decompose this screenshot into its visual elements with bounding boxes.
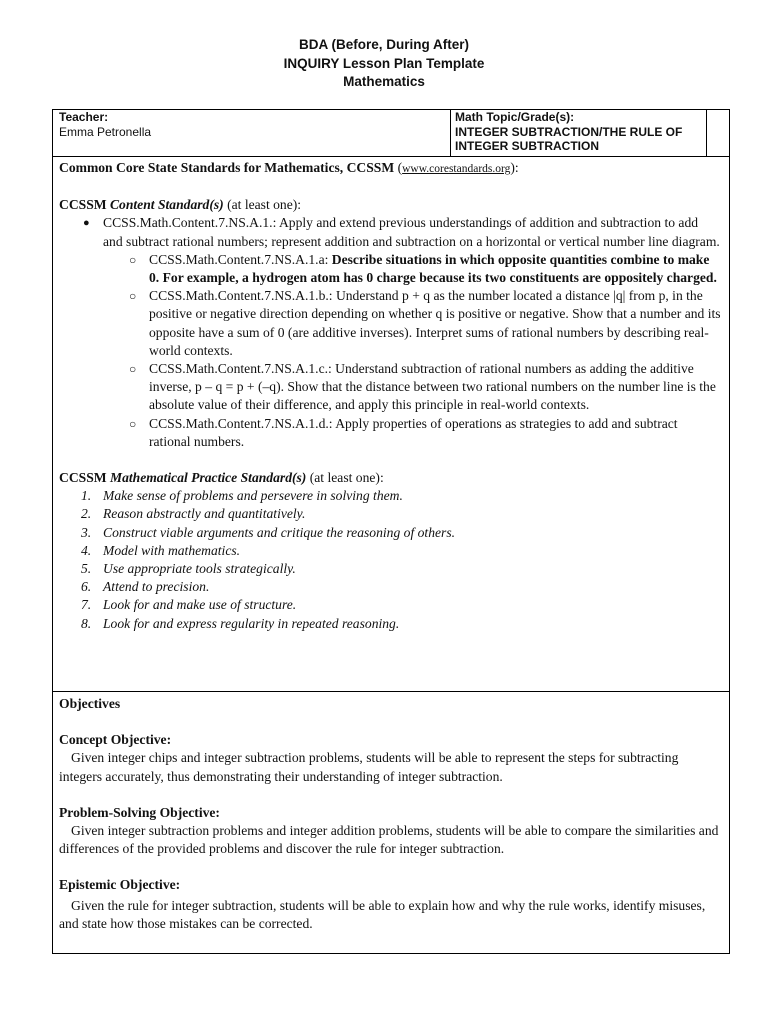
sub-a-bold: Describe situations in which opposite quantities combine to make 0. For example, a hydrogen atom has 0 charge because its two constituents are oppositely charged.	[149, 251, 717, 286]
epistemic-objective-heading: Epistemic Objective:	[59, 877, 181, 893]
sub-item-b	[59, 287, 721, 360]
bullet-item	[59, 214, 721, 250]
header-line-3: Mathematics	[343, 74, 425, 89]
list-number: 3.	[81, 524, 92, 540]
content-standard-label	[59, 196, 721, 214]
standards-heading-line	[59, 159, 721, 178]
list-text: Reason abstractly and quantitatively.	[103, 506, 306, 522]
circle-bullet-icon: ○	[129, 252, 137, 267]
concept-objective-heading: Concept Objective:	[59, 732, 172, 748]
list-item	[59, 542, 721, 560]
topic-line-2: INTEGER SUBTRACTION	[455, 139, 599, 153]
standards-cell	[53, 157, 729, 692]
content-label-b: Content Standard(s)	[109, 197, 224, 213]
practice-label-a: CCSSM	[59, 470, 110, 486]
topic-line-1: INTEGER SUBTRACTION/THE RULE OF	[455, 124, 683, 139]
list-number: 8.	[81, 615, 92, 631]
link-open: (	[394, 160, 403, 175]
practice-list	[59, 487, 721, 633]
empty-cell	[707, 110, 729, 156]
bullet-icon: ●	[83, 217, 90, 230]
lesson-plan-table	[52, 109, 730, 954]
standards-heading: Common Core State Standards for Mathematics, CCSSM	[59, 160, 395, 175]
teacher-label: Teacher:	[59, 110, 109, 124]
sub-c-text: CCSS.Math.Content.7.NS.A.1.c.: Understand subtraction of rational numbers as adding the additive inverse, p – q = p + (–q). Show that the distance between two rational numbers on the number line is the absolute value of their difference, and apply this principle in real-world contexts.	[149, 361, 716, 413]
main-standard-text: CCSS.Math.Content.7.NS.A.1.: Apply and extend previous understandings of addition and subtraction to add and subtract rational numbers; represent addition and subtraction on a horizontal or vertical number line diagram.	[103, 215, 720, 249]
list-item	[59, 524, 721, 542]
practice-label-b: Mathematical Practice Standard(s)	[109, 470, 307, 486]
topic-label: Math Topic/Grade(s):	[455, 110, 575, 124]
corestandards-link[interactable]: www.corestandards.org	[402, 163, 511, 175]
objectives-heading: Objectives	[59, 696, 121, 711]
list-text: Attend to precision.	[103, 579, 210, 595]
topic-cell	[451, 110, 707, 156]
list-text: Construct viable arguments and critique the reasoning of others.	[103, 524, 456, 540]
circle-bullet-icon: ○	[129, 416, 137, 431]
list-item	[59, 578, 721, 596]
circle-bullet-icon: ○	[129, 289, 137, 304]
document-header	[0, 36, 768, 92]
list-number: 7.	[81, 597, 92, 613]
list-item	[59, 596, 721, 614]
list-text: Look for and express regularity in repeated reasoning.	[103, 615, 400, 631]
epistemic-objective-text: Given the rule for integer subtraction, students will be able to explain how and why the rule works, identify misuses, and state how those mistakes can be corrected.	[59, 897, 706, 931]
list-number: 1.	[81, 488, 92, 504]
list-number: 5.	[81, 561, 92, 577]
sub-d-text: CCSS.Math.Content.7.NS.A.1.d.: Apply properties of operations as strategies to add and subtract rational numbers.	[149, 415, 678, 449]
sub-item-d	[59, 415, 721, 451]
list-item	[59, 615, 721, 633]
list-item	[59, 560, 721, 578]
list-item	[59, 487, 721, 505]
header-line-2: INQUIRY Lesson Plan Template	[283, 55, 485, 71]
objectives-cell	[53, 693, 729, 953]
content-label-a: CCSSM	[59, 197, 110, 213]
sub-a-prefix: CCSS.Math.Content.7.NS.A.1.a:	[149, 251, 332, 267]
list-text: Use appropriate tools strategically.	[103, 561, 296, 577]
concept-objective-text: Given integer chips and integer subtraction problems, students will be able to represent the steps for subtracting integers accurately, thus demonstrating their understanding of integer subtraction.	[59, 750, 679, 784]
teacher-topic-row	[53, 110, 729, 157]
header-line-1: BDA (Before, During After)	[299, 37, 469, 52]
problem-objective-text: Given integer subtraction problems and integer addition problems, students will be able to compare the similarities and differences of the provided problems and discover the rule for integer subtraction.	[59, 823, 719, 857]
sub-item-c	[59, 360, 721, 415]
list-number: 2.	[81, 506, 92, 522]
practice-standard-label	[59, 469, 721, 487]
list-text: Make sense of problems and persevere in solving them.	[103, 488, 403, 504]
content-label-c: (at least one):	[223, 197, 302, 213]
practice-label-c: (at least one):	[306, 470, 384, 486]
teacher-cell	[53, 110, 451, 156]
circle-bullet-icon: ○	[129, 362, 137, 377]
link-close: ):	[510, 160, 519, 175]
problem-objective-heading: Problem-Solving Objective:	[59, 804, 220, 820]
sub-item-a	[59, 251, 721, 287]
sub-b-text: CCSS.Math.Content.7.NS.A.1.b.: Understand p + q as the number located a distance |q| from p, in the positive or negative direction depending on whether q is positive or negative. Show that a number and its opposite have a sum of 0 (are additive inverses). Interpret sums of rational numbers by describing real-world contexts.	[149, 288, 721, 358]
list-text: Look for and make use of structure.	[103, 597, 297, 613]
list-text: Model with mathematics.	[103, 542, 241, 558]
list-number: 4.	[81, 542, 92, 558]
list-item	[59, 505, 721, 523]
list-number: 6.	[81, 579, 92, 595]
teacher-name: Emma Petronella	[59, 124, 152, 139]
